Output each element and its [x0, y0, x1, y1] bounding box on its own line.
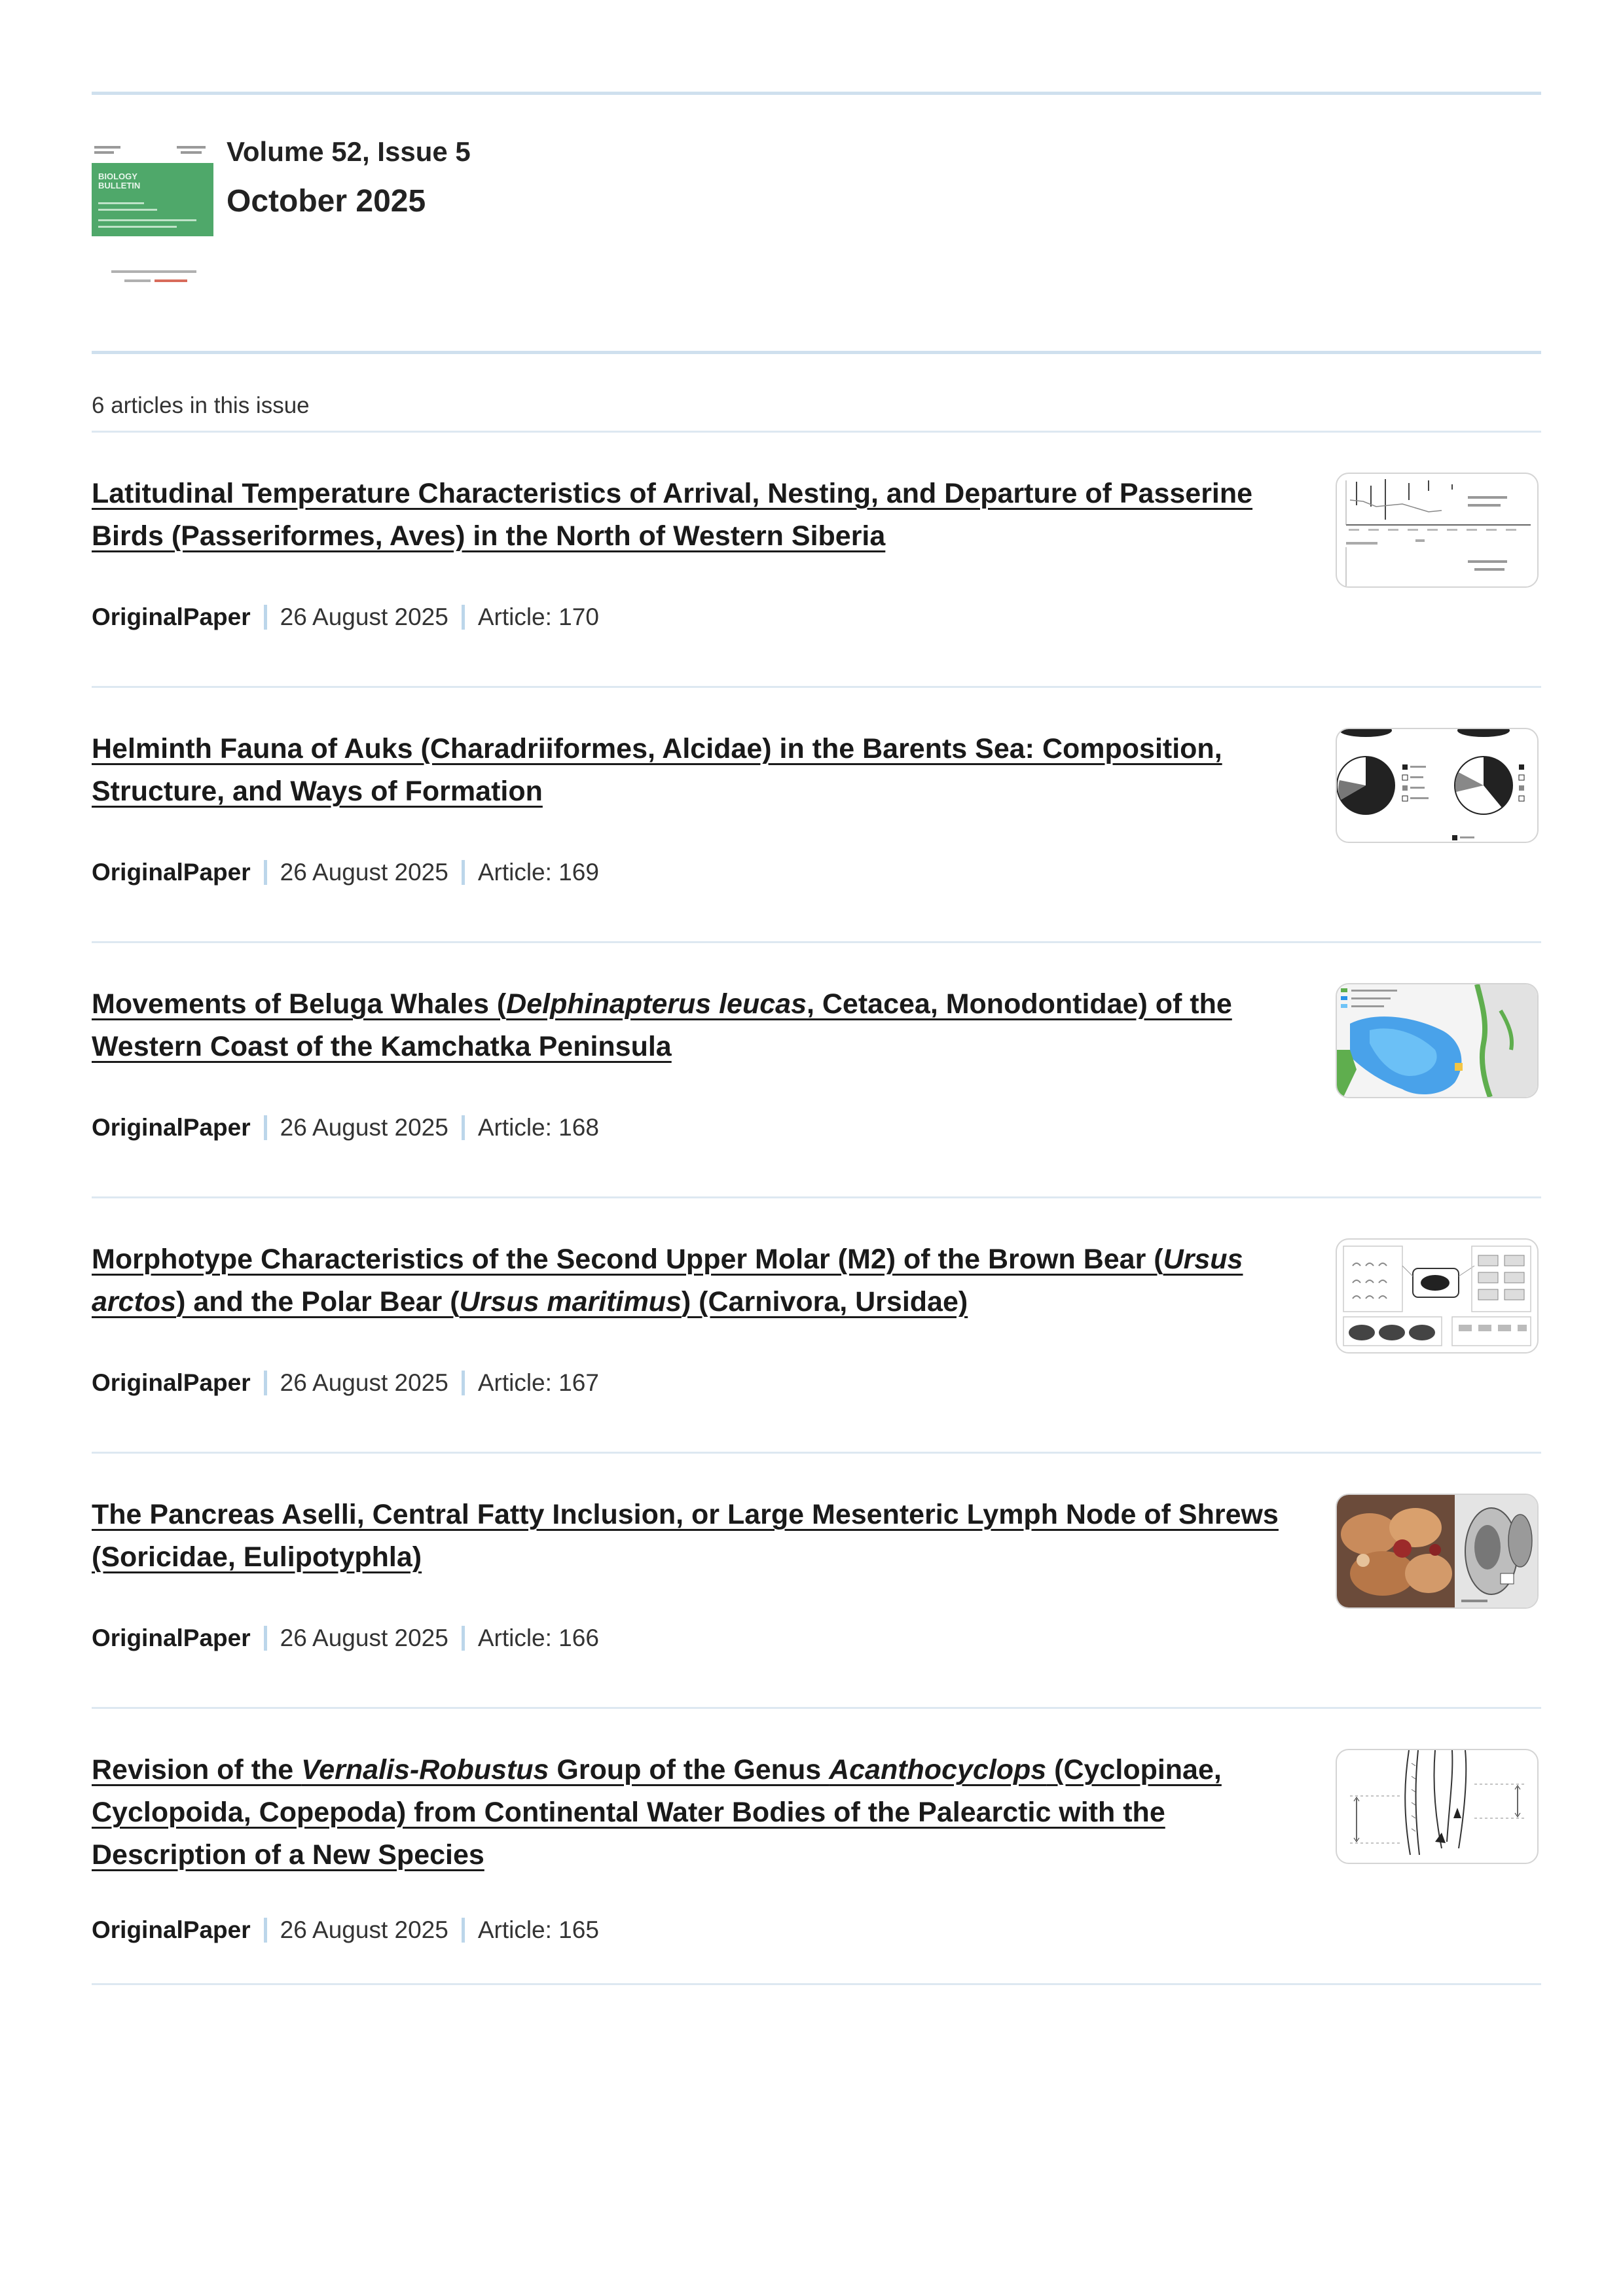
article-number: Article: 168	[477, 1114, 599, 1141]
top-divider	[92, 92, 1541, 95]
article-title-link[interactable]	[92, 728, 1322, 813]
species-name-italic: Ursus maritimus	[459, 1286, 682, 1318]
article-title-text	[92, 988, 1232, 1062]
article-title-link[interactable]	[92, 983, 1322, 1068]
journal-cover-image[interactable]	[92, 141, 213, 291]
title-fragment: ) (Carnivora, Ursidae)	[681, 1286, 968, 1318]
meta-separator	[462, 1371, 465, 1395]
title-fragment: Morphotype Characteristics of the Second Upper Molar (M2) of the Brown Bear (	[92, 1244, 1163, 1275]
article-date: 26 August 2025	[280, 1369, 448, 1396]
article-title-text	[92, 733, 1222, 807]
article-type: OriginalPaper	[92, 1369, 251, 1396]
article-thumbnail-photo[interactable]	[1336, 1494, 1539, 1609]
cover-green-panel	[92, 163, 213, 236]
meta-separator	[264, 605, 267, 630]
article-divider	[92, 941, 1541, 943]
cover-title: BIOLOGY BULLETIN	[98, 171, 141, 190]
article-thumbnail-map[interactable]	[1336, 983, 1539, 1098]
article-divider	[92, 1196, 1541, 1198]
species-name-italic: Vernalis-Robustus	[301, 1754, 549, 1785]
meta-separator	[264, 1918, 267, 1943]
article-date: 26 August 2025	[280, 1624, 448, 1651]
title-fragment: Latitudinal Temperature Characteristics of Arrival, Nesting, and Departure of Passerine Birds (Passeriformes, Aves) in the North of Western Siberia	[92, 478, 1253, 552]
article-type: OriginalPaper	[92, 1916, 251, 1943]
article-title-text	[92, 1244, 1243, 1318]
issue-date: October 2025	[227, 184, 426, 219]
meta-separator	[264, 1626, 267, 1651]
species-name-italic: Ursus arctos	[92, 1244, 1243, 1318]
article-meta	[92, 1624, 599, 1652]
article-title-link[interactable]	[92, 1238, 1322, 1323]
article-thumbnail-line-chart[interactable]	[1336, 473, 1539, 588]
article-thumbnail-diagram[interactable]	[1336, 1238, 1539, 1354]
article-meta	[92, 603, 599, 631]
title-fragment: Group of the Genus	[549, 1754, 830, 1785]
article-thumbnail-drawing[interactable]	[1336, 1749, 1539, 1864]
article-number: Article: 167	[477, 1369, 599, 1396]
article-divider	[92, 1707, 1541, 1709]
meta-separator	[462, 1918, 465, 1943]
meta-separator	[264, 1371, 267, 1395]
meta-separator	[264, 1115, 267, 1140]
meta-separator	[462, 860, 465, 885]
title-fragment: Revision of the	[92, 1754, 302, 1785]
list-divider	[92, 431, 1541, 433]
header-divider	[92, 351, 1541, 354]
article-number: Article: 165	[477, 1916, 599, 1943]
meta-separator	[264, 860, 267, 885]
article-meta	[92, 1916, 599, 1944]
title-fragment: Movements of Beluga Whales (	[92, 988, 507, 1020]
article-date: 26 August 2025	[280, 1114, 448, 1141]
title-fragment: Helminth Fauna of Auks (Charadriiformes, Alcidae) in the Barents Sea: Composition, Structure, and Ways of Formation	[92, 733, 1222, 807]
article-title-text	[92, 1754, 1222, 1871]
article-date: 26 August 2025	[280, 603, 448, 630]
title-fragment: (Cyclopinae, Cyclopoida, Copepoda) from Continental Water Bodies of the Palearctic with the Description of a New Species	[92, 1754, 1222, 1871]
article-type: OriginalPaper	[92, 1114, 251, 1141]
article-number: Article: 170	[477, 603, 599, 630]
article-title-link[interactable]	[92, 473, 1322, 558]
article-number: Article: 169	[477, 859, 599, 886]
title-fragment: ) and the Polar Bear (	[176, 1286, 460, 1318]
bottom-divider	[92, 1983, 1541, 1985]
article-divider	[92, 1452, 1541, 1454]
article-type: OriginalPaper	[92, 859, 251, 886]
cover-publisher-logos	[105, 268, 203, 287]
species-name-italic: Delphinapterus leucas	[506, 988, 807, 1020]
article-count: 6 articles in this issue	[92, 393, 310, 418]
title-fragment: , Cetacea, Monodontidae) of the Western Coast of the Kamchatka Peninsula	[92, 988, 1232, 1062]
article-title-link[interactable]	[92, 1494, 1322, 1579]
article-type: OriginalPaper	[92, 1624, 251, 1651]
species-name-italic: Acanthocyclops	[829, 1754, 1047, 1785]
article-type: OriginalPaper	[92, 603, 251, 630]
issue-volume: Volume 52, Issue 5	[227, 136, 471, 167]
article-date: 26 August 2025	[280, 859, 448, 886]
article-title-text	[92, 1499, 1279, 1573]
article-divider	[92, 686, 1541, 688]
meta-separator	[462, 605, 465, 630]
article-date: 26 August 2025	[280, 1916, 448, 1943]
article-number: Article: 166	[477, 1624, 599, 1651]
article-title-text	[92, 478, 1252, 552]
article-meta	[92, 859, 599, 886]
meta-separator	[462, 1626, 465, 1651]
meta-separator	[462, 1115, 465, 1140]
article-meta	[92, 1369, 599, 1397]
title-fragment: The Pancreas Aselli, Central Fatty Inclusion, or Large Mesenteric Lymph Node of Shrews (Soricidae, Eulipotyphla)	[92, 1499, 1279, 1573]
article-meta	[92, 1114, 599, 1141]
article-title-link[interactable]	[92, 1749, 1322, 1876]
article-thumbnail-pie-chart[interactable]	[1336, 728, 1539, 843]
